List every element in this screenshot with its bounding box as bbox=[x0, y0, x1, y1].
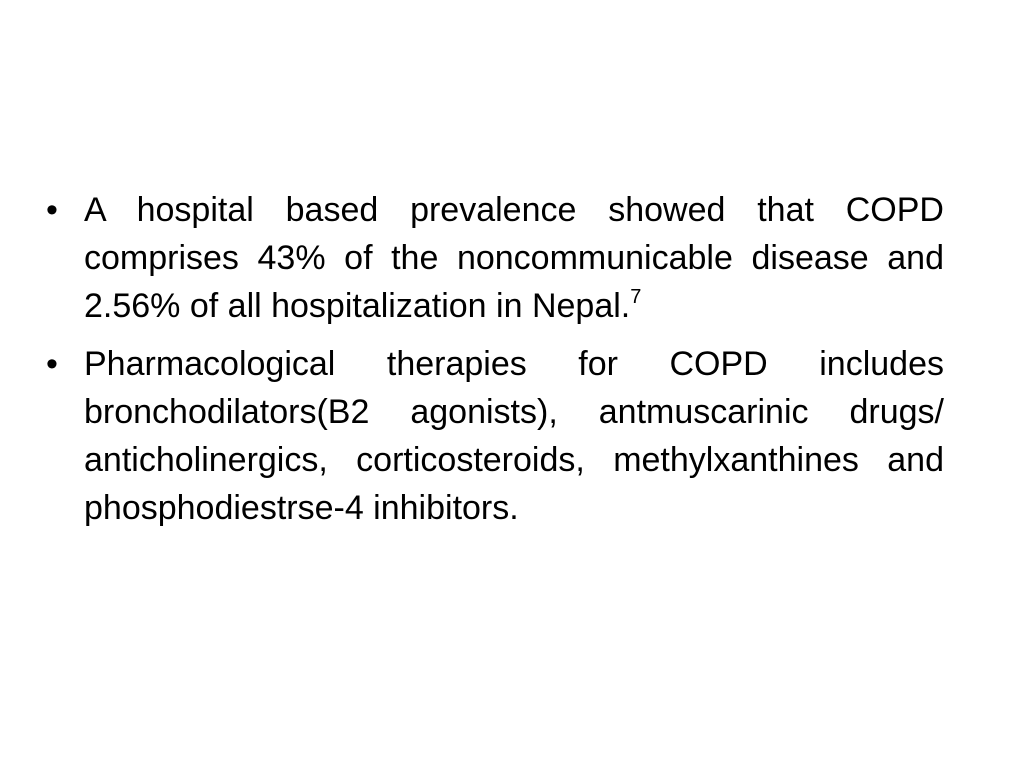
bullet-list bbox=[46, 186, 944, 542]
bullet-item-hospital-prevalence bbox=[46, 186, 944, 330]
bullet-text-body: A hospital based prevalence showed that COPD comprises 43% of the noncommunicable disease and 2.56% of all hospitalization in Nepal. bbox=[84, 191, 944, 325]
citation-superscript: 7 bbox=[630, 286, 642, 308]
bullet-text bbox=[84, 345, 944, 527]
bullet-icon: • bbox=[46, 345, 58, 383]
bullet-item-pharmacological-therapies bbox=[46, 340, 944, 532]
bullet-icon: • bbox=[46, 191, 58, 229]
bullet-text-body: Pharmacological therapies for COPD includes bronchodilators(B2 agonists), antmuscarinic drugs/ anticholinergics, corticosteroids, methylxanthines and phosphodiestrse-4 inhibitors. bbox=[84, 345, 944, 527]
bullet-text bbox=[84, 191, 944, 325]
